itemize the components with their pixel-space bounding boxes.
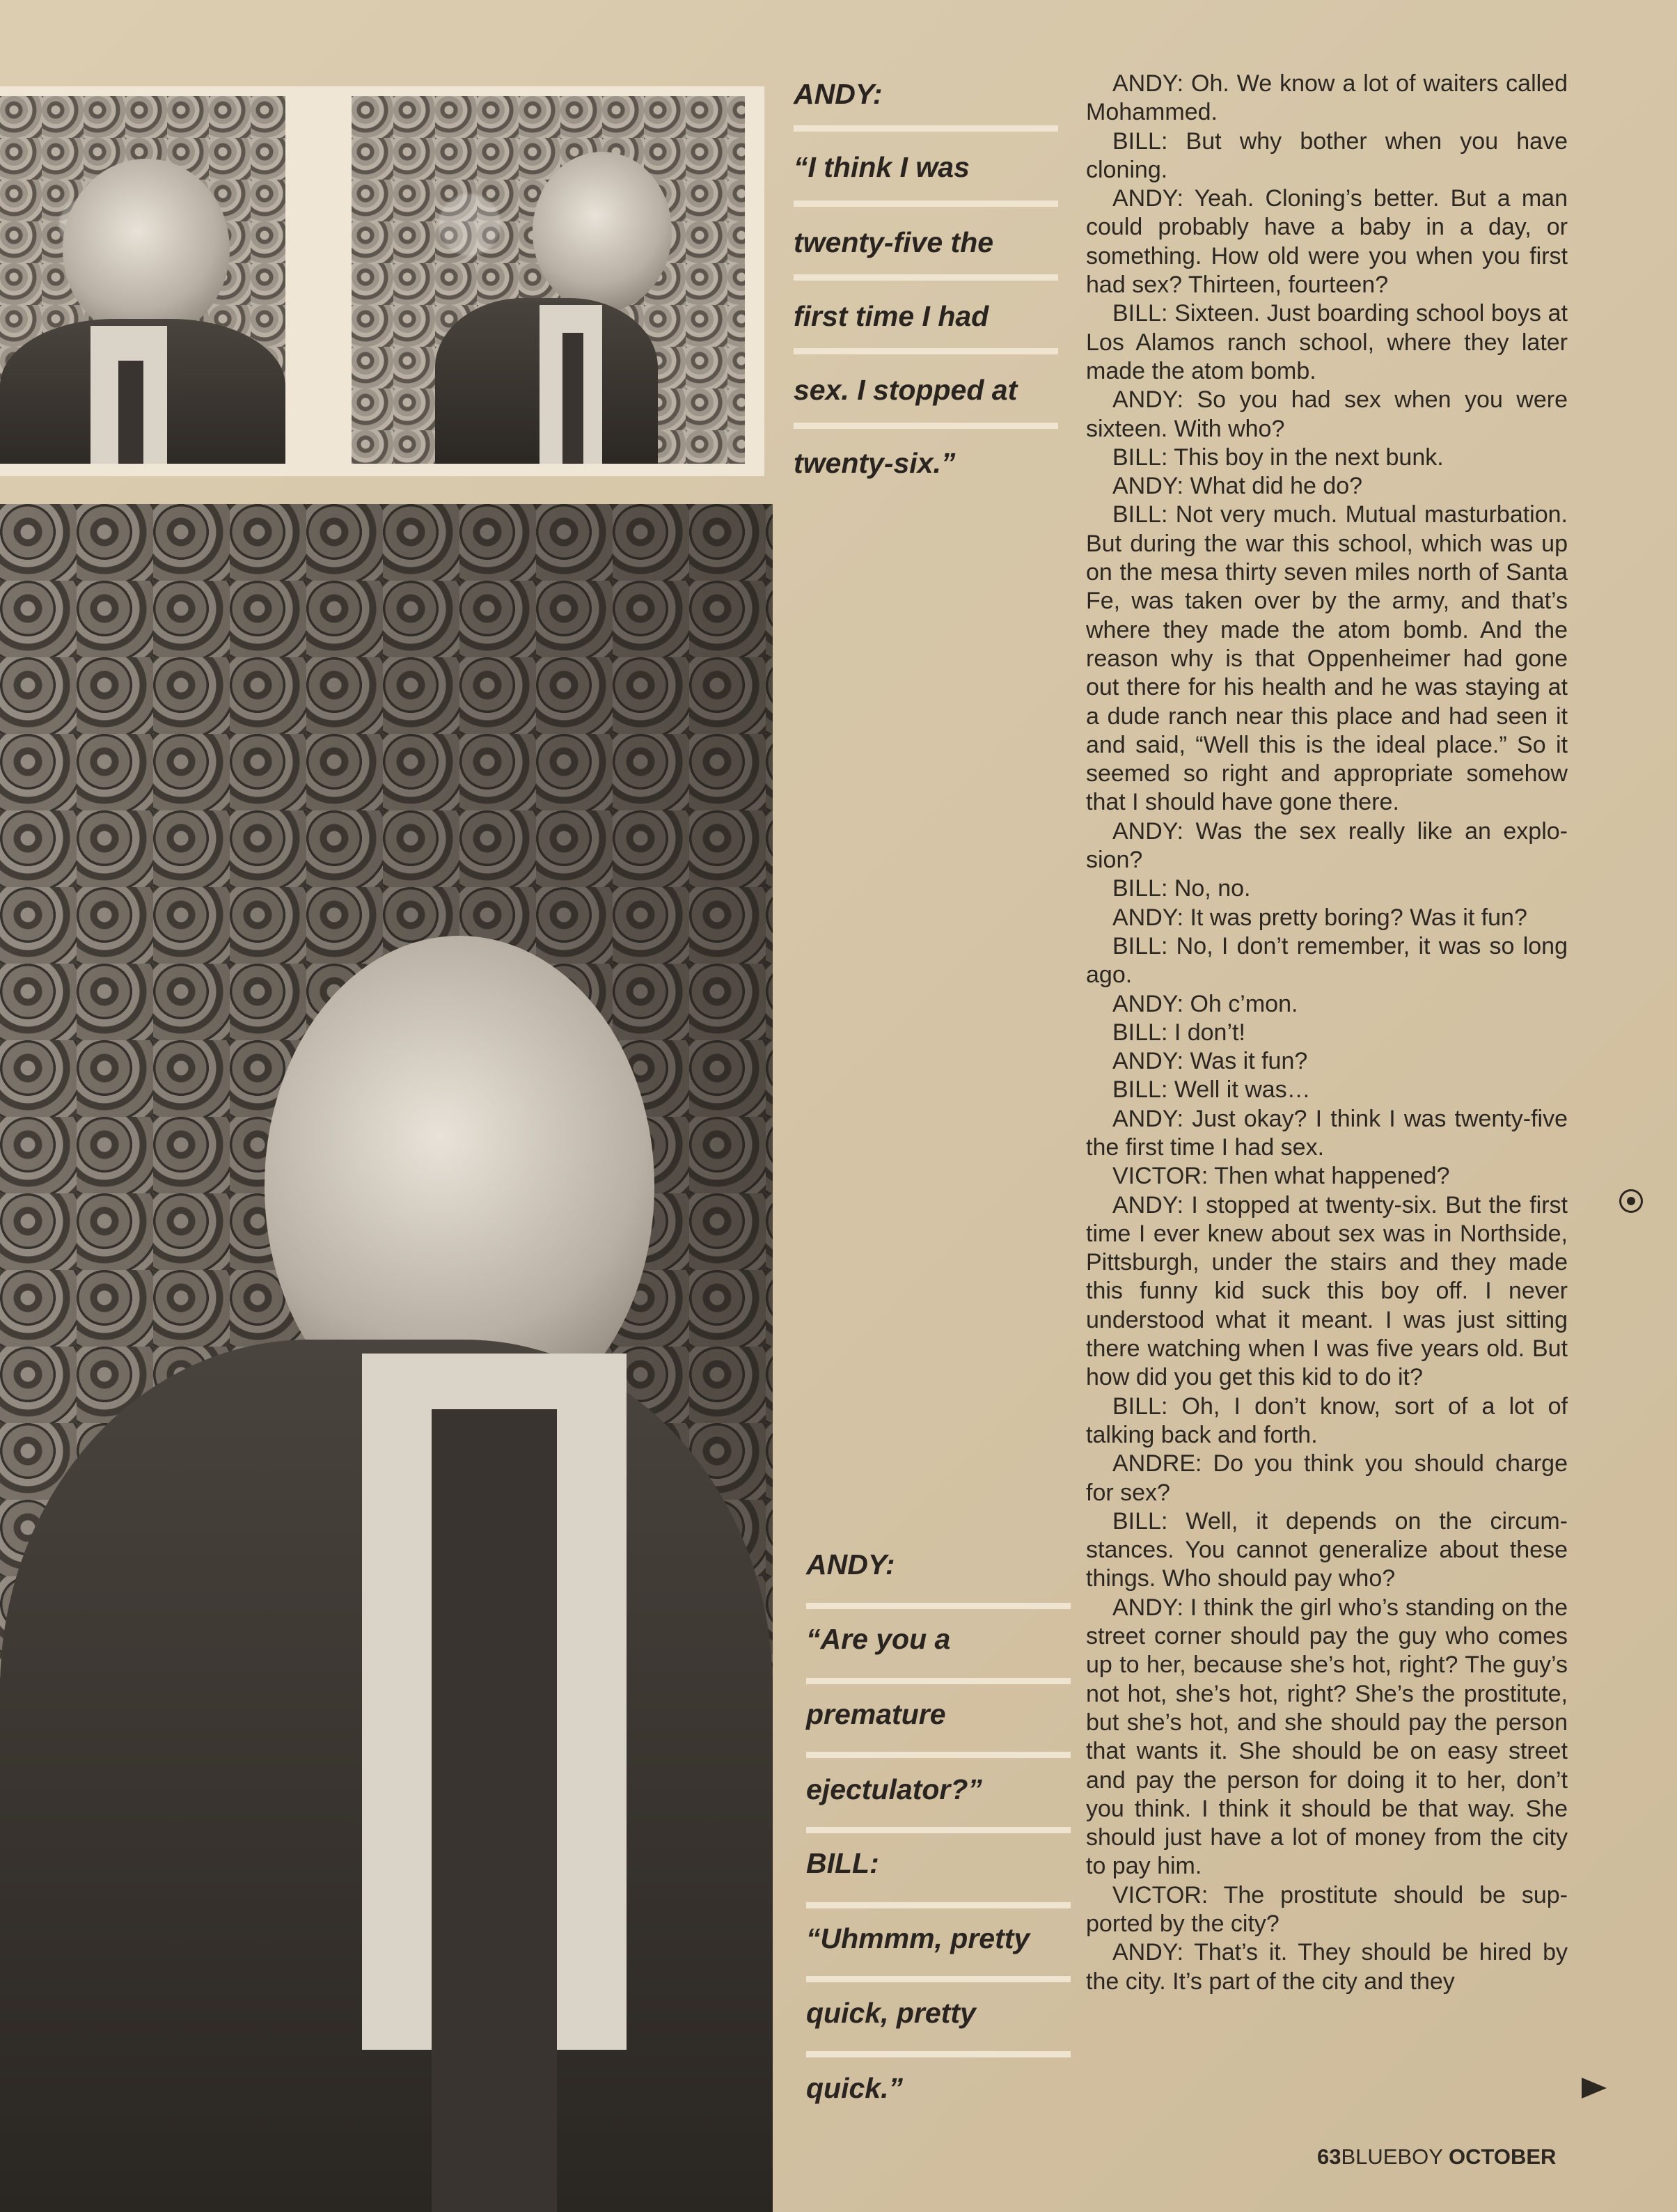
article-paragraph: ANDY: I stopped at twenty-six. But the first time I ever knew about sex was in Northside, Pittsburgh, under the stairs and they made this funny kid suck this boy off. I never understood what it meant. I was just sitting there watching when I was five years old. But how did you get this kid to do it? (1086, 1191, 1568, 1391)
pull-quote-line: ejectulator?” (806, 1773, 982, 1805)
photo-andy-small-head (533, 152, 672, 312)
article-paragraph: ANDY: Yeah. Cloning’s better. But a man could probably have a baby in a day, or something. How old were you when you first had sex? Thirteen, fourteen? (1086, 185, 1568, 299)
article-paragraph: BILL: Well, it depends on the circumstances. You cannot generalize about these things. Who should pay who? (1086, 1507, 1568, 1592)
pull-quote-rule (806, 1902, 1071, 1908)
pull-quote-top (794, 77, 1072, 494)
pull-quote-line: “Are you a (806, 1623, 951, 1655)
article-paragraph: ANDY: Was the sex really like an explosion? (1086, 817, 1568, 874)
photo-andy-large-tie (432, 1409, 557, 2212)
pull-quote-rule (806, 1752, 1071, 1758)
pull-quote-rule (806, 2051, 1071, 2057)
photo-andy-small (352, 96, 745, 464)
pull-quote-rule (806, 1678, 1071, 1684)
pull-quote-rule (806, 1603, 1071, 1609)
magazine-name: BLUEBOY (1341, 2144, 1443, 2169)
article-paragraph: ANDY: Just okay? I think I was twenty-five the first time I had sex. (1086, 1105, 1568, 1161)
photo-bill (0, 96, 285, 464)
pull-quote-line: quick, pretty (806, 1997, 976, 2029)
article-paragraph: VICTOR: The prostitute should be supported by the city? (1086, 1881, 1568, 1937)
issue-month: OCTOBER (1449, 2144, 1557, 2169)
pull-quote-rule (794, 201, 1058, 207)
article-paragraph: ANDRE: Do you think you should charge for sex? (1086, 1450, 1568, 1506)
photo-bill-tie (118, 361, 143, 464)
pull-quote-line: quick.” (806, 2072, 903, 2104)
photo-andy-large (0, 504, 773, 2212)
article-paragraph: ANDY: Was it fun? (1112, 1048, 1308, 1075)
pull-quote-line: twenty-five the (794, 226, 994, 258)
article-paragraph: BILL: But why bother when you have cloning. (1086, 127, 1568, 183)
pull-quote-rule (794, 348, 1058, 354)
page-footer (1317, 2144, 1556, 2170)
pull-quote-line: ANDY: (794, 78, 883, 110)
pull-quote-line: first time I had (794, 300, 989, 332)
pull-quote-line: BILL: (806, 1847, 879, 1879)
pull-quote-rule (806, 1976, 1071, 1982)
article-paragraph: ANDY: That’s it. They should be hired by the city. It’s part of the city and they (1086, 1939, 1568, 1995)
article-paragraph: ANDY: I think the girl who’s standing on the street corner should pay the guy who comes up to her, because she’s hot, right? The guy’s not hot, she’s hot, right? She’s the prostitute, but she’s hot, and she should pay the person that wants it. She should be on easy street and pay the person for doing it to her, don’t you think. I think it should be that way. She should just have a lot of money from the city to pay him. (1086, 1594, 1568, 1880)
pull-quote-rule (806, 1827, 1071, 1833)
article-paragraph: BILL: I don’t! (1112, 1019, 1245, 1046)
pull-quote-bottom (806, 1547, 1085, 2118)
pull-quote-line: premature (806, 1698, 946, 1730)
article-paragraph: BILL: Not very much. Mutual masturbation. But during the war this school, which was up on the mesa thirty seven miles north of Santa Fe, was taken over by the army, and that’s where they made the atom bomb. And the reason why is that Oppenheimer had gone out there for his health and he was staying at a dude ranch near this place and had seen it and said, “Well this is the ideal place.” So it seemed so right and appropriate somehow that I should have gone there. (1086, 501, 1568, 816)
article-paragraph: ANDY: What did he do? (1112, 473, 1363, 500)
article-paragraph: VICTOR: Then what happened? (1112, 1163, 1450, 1190)
photo-andy-small-tie (562, 333, 583, 464)
article-paragraph: BILL: This boy in the next bunk. (1112, 444, 1444, 471)
article-paragraph: ANDY: Oh c’mon. (1112, 990, 1298, 1017)
pull-quote-line: “I think I was (794, 151, 970, 183)
page-number: 63 (1317, 2144, 1341, 2169)
article-paragraph: ANDY: So you had sex when you were sixteen. With who? (1086, 386, 1568, 442)
pull-quote-line: ANDY: (806, 1548, 895, 1580)
article-paragraph: ANDY: Oh. We know a lot of waiters called Mohammed. (1086, 70, 1568, 126)
article-paragraph: BILL: Well it was… (1112, 1076, 1311, 1104)
pull-quote-line: “Uhmmm, pretty (806, 1922, 1030, 1954)
article-paragraph: BILL: Sixteen. Just boarding school boys at Los Alamos ranch school, where they later made the atom bomb. (1086, 300, 1568, 384)
article-paragraph: BILL: No, no. (1112, 875, 1251, 902)
punch-hole-icon (1619, 1189, 1643, 1213)
top-photo-strip (0, 86, 764, 476)
pull-quote-rule (794, 423, 1058, 429)
article-paragraph: ANDY: It was pretty boring? Was it fun? (1112, 904, 1527, 931)
article-paragraph: BILL: Oh, I don’t know, sort of a lot of talking back and forth. (1086, 1393, 1568, 1448)
pull-quote-line: sex. I stopped at (794, 374, 1018, 406)
pull-quote-line: twenty-six.” (794, 447, 956, 479)
article-body (1086, 70, 1568, 2158)
photo-bill-head (63, 159, 230, 340)
pull-quote-rule (794, 125, 1058, 132)
arrow-right-icon (1582, 2078, 1607, 2099)
pull-quote-rule (794, 274, 1058, 281)
article-paragraph: BILL: No, I don’t remember, it was so long ago. (1086, 932, 1568, 989)
